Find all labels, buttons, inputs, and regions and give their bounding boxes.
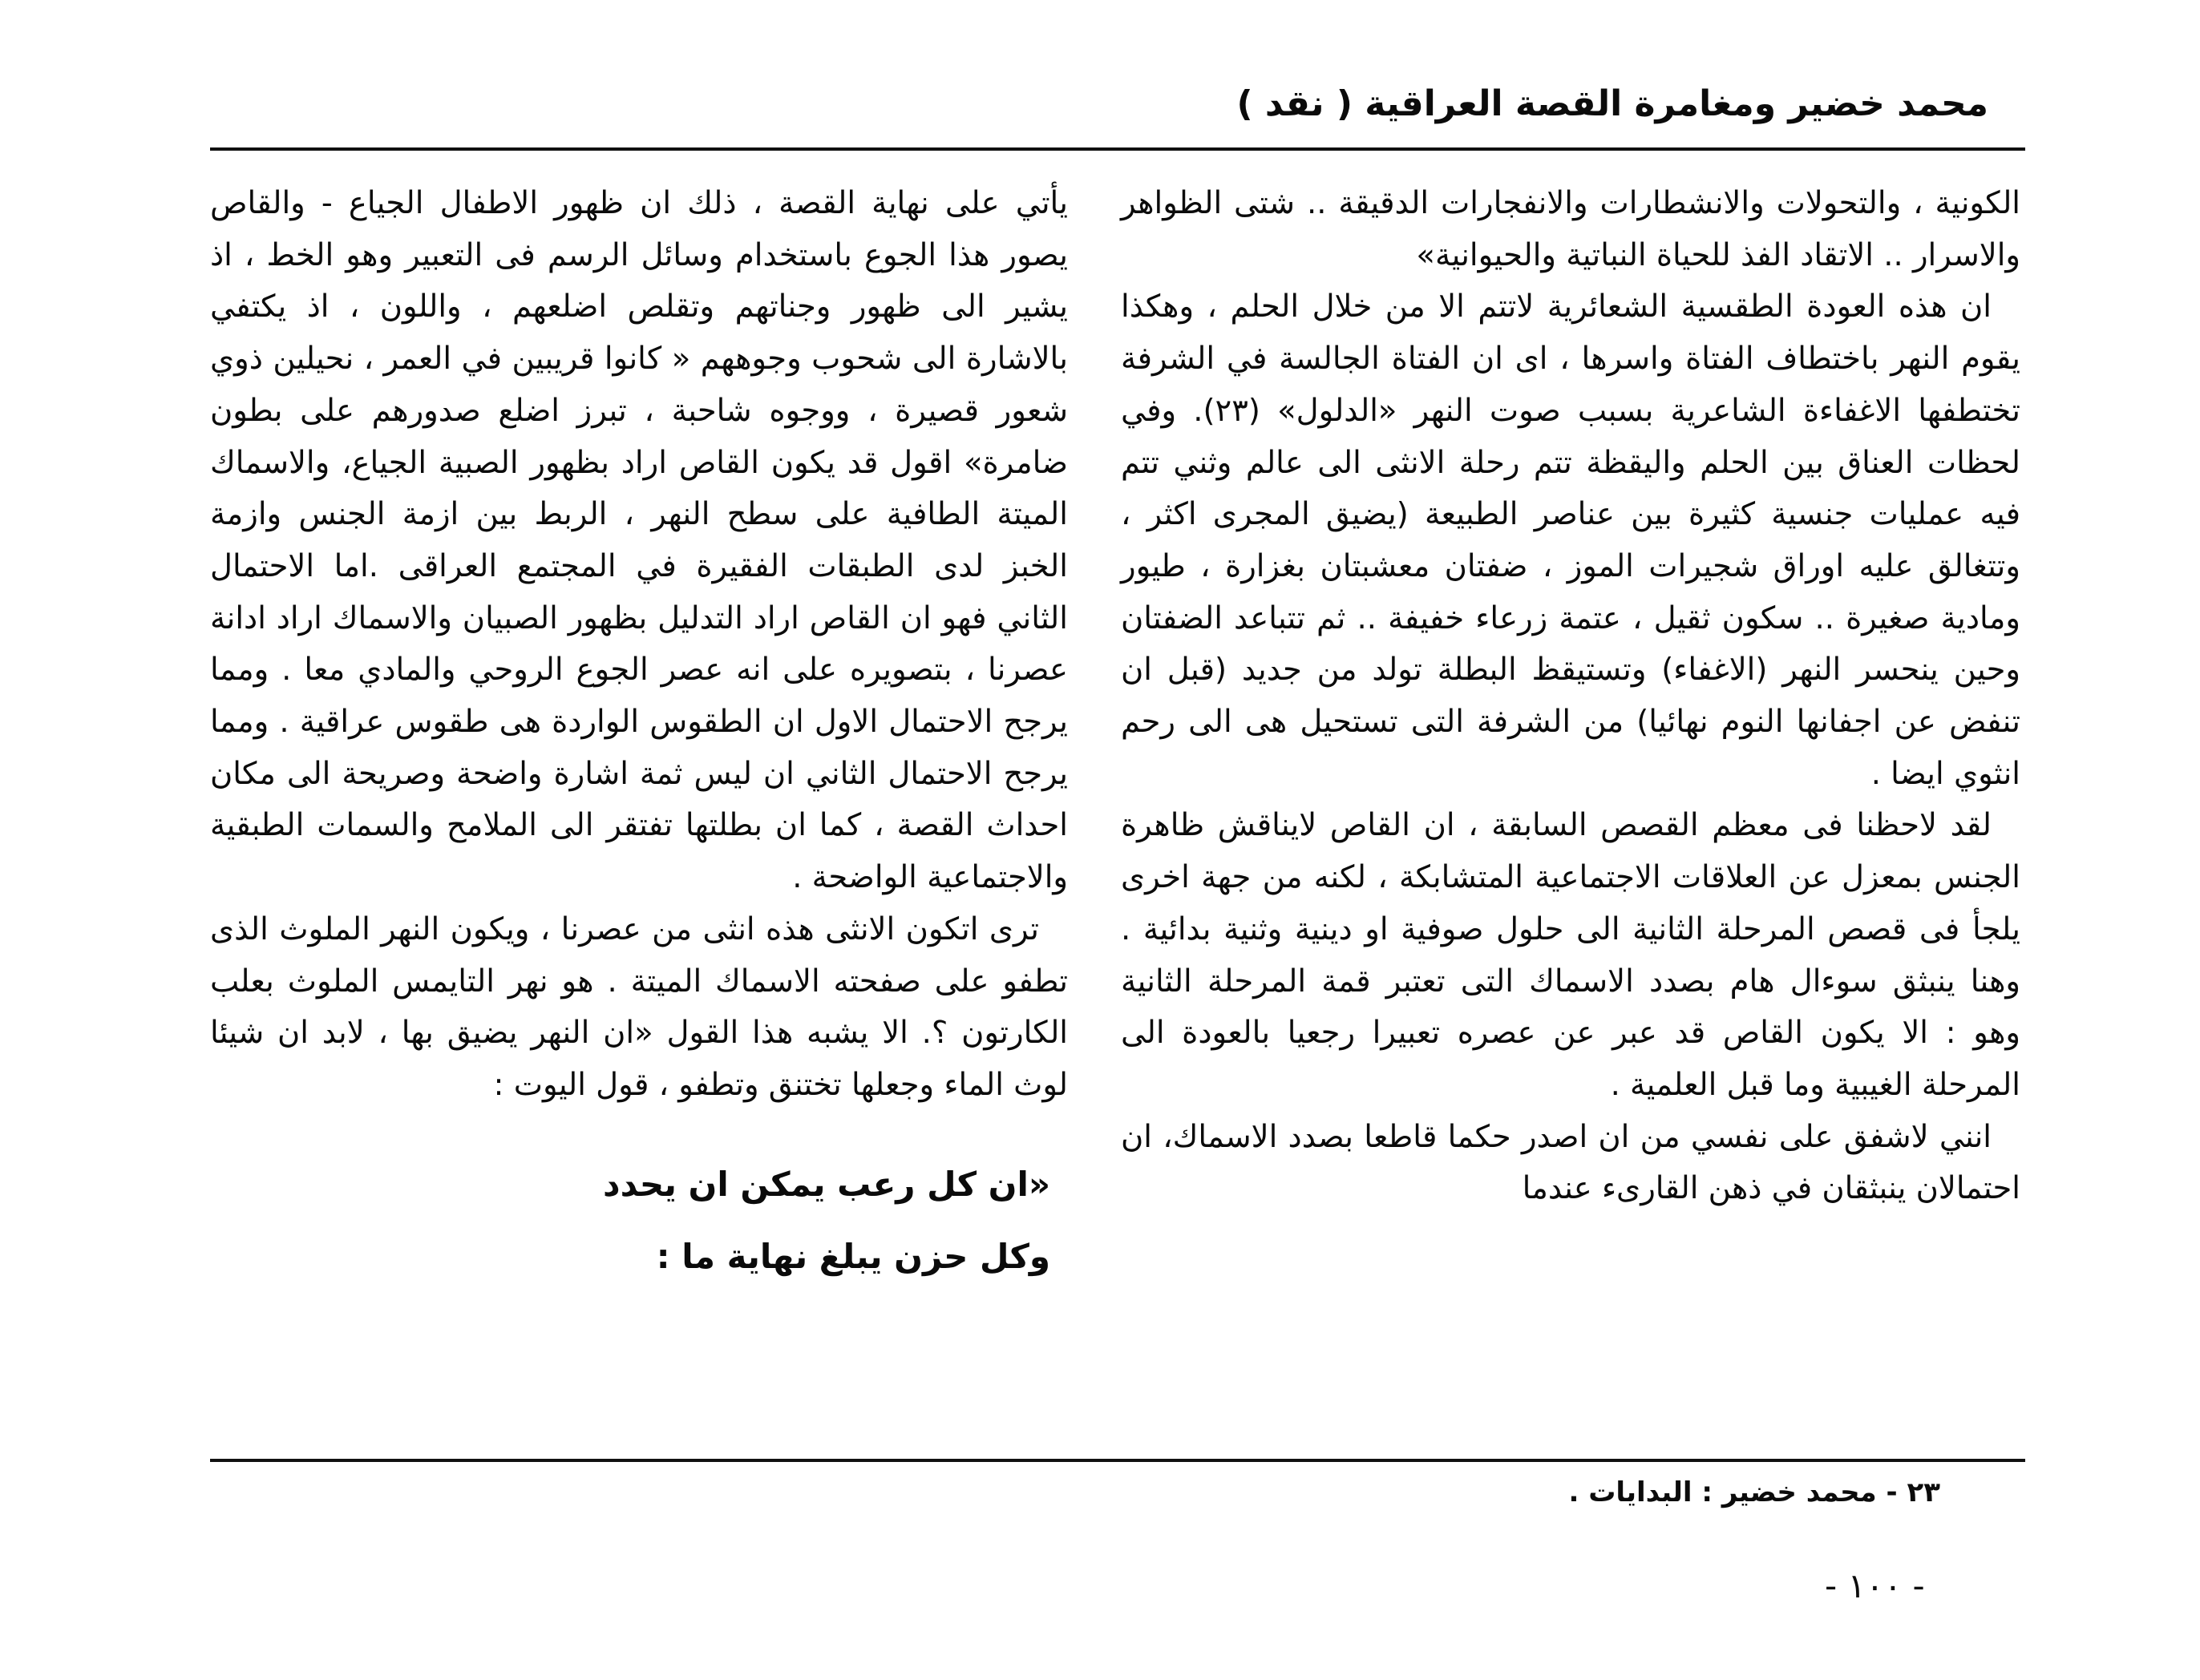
- paragraph: ترى اتكون الانثى هذه انثى من عصرنا ، ويكون النهر الملوث الذى تطفو على صفحته الاسماك الميتة . هو نهر التايمس الملوث بعلب الكارتون ؟. الا يشبه هذا القول «ان النهر يضيق بها ، لابد ان شيئا لوث الماء وجعلها تختنق وتطفو ، قول اليوت :: [210, 911, 1068, 1103]
- page-title: محمد خضير ومغامرة القصة العراقية ( نقد ): [1236, 83, 1988, 124]
- paragraph: انني لاشفق على نفسي من ان اصدر حكما قاطعا بصدد الاسماك، ان احتمالان ينبثقان في ذهن القارىء عندما: [1121, 1118, 2020, 1207]
- poem-line: «ان كل رعب يمكن ان يحدد: [603, 1164, 1050, 1204]
- footnote-divider: [210, 1459, 2025, 1462]
- paragraph: ان هذه العودة الطقسية الشعائرية لاتتم الا من خلال الحلم ، وهكذا يقوم النهر باختطاف الفتاة واسرها ، اى ان الفتاة الجالسة في الشرفة تختطفها الاغفاءة الشاعرية بسبب صوت النهر «الدلول» (٢٣). وفي لحظات العناق بين الحلم واليقظة تتم رحلة الانثى الى عالم وثني تتم فيه عمليات جنسية كثيرة بين عناصر الطبيعة (يضيق المجرى اكثر ، وتتغالق عليه اوراق شجيرات الموز ، ضفتان معشبتان بغزارة ، طيور ومادية صغيرة .. سكون ثقيل ، عتمة زرعاء خفيفة .. ثم تتباعد الضفتان وحين ينحسر النهر (الاغفاء) وتستيقظ البطلة تولد من جديد (قبل ان تنفض عن اجفانها النوم نهائيا) من الشرفة التى تستحيل هى الى رحم انثوي ايضا .: [1121, 289, 2020, 792]
- paragraph: لقد لاحظنا فى معظم القصص السابقة ، ان القاص لايناقش ظاهرة الجنس بمعزل عن العلاقات الاجتماعية المتشابكة ، لكنه من جهة اخرى يلجأ فى قصص المرحلة الثانية الى حلول صوفية او دينية وثنية بدائية . وهنا ينبثق سوءال هام بصدد الاسماك التى تعتبر قمة المرحلة الثانية وهو : الا يكون القاص قد عبر عن عصره تعبيرا رجعيا بالعودة الى المرحلة الغيبية وما قبل العلمية .: [1121, 807, 2020, 1103]
- text-column-right: [1121, 178, 2020, 1215]
- poem-line: وكل حزن يبلغ نهاية ما :: [656, 1236, 1050, 1276]
- paragraph: يأتي على نهاية القصة ، ذلك ان ظهور الاطفال الجياع - والقاص يصور هذا الجوع باستخدام وسائل الرسم فى التعبير وهو الخط ، اذ يشير الى ظهور وجناتهم وتقلص اضلعهم ، واللون ، اذ يكتفي بالاشارة الى شحوب وجوههم « كانوا قريبين في العمر ، نحيلين ذوي شعور قصيرة ، ووجوه شاحبة ، تبرز اضلع صدورهم على بطون ضامرة» اقول قد يكون القاص اراد بظهور الصبية الجياع، والاسماك الميتة الطافية على سطح النهر ، الربط بين ازمة الجنس وازمة الخبز لدى الطبقات الفقيرة في المجتمع العراقى .اما الاحتمال الثاني فهو ان القاص اراد التدليل بظهور الصبيان والاسماك اراد ادانة عصرنا ، بتصويره على انه عصر الجوع الروحي والمادي معا . ومما يرجح الاحتمال الاول ان الطقوس الواردة هى طقوس عراقية . ومما يرجح الاحتمال الثاني ان ليس ثمة اشارة واضحة وصريحة الى مكان احداث القصة ، كما ان بطلتها تفتقر الى الملامح والسمات الطبقية والاجتماعية الواضحة .: [210, 185, 1068, 896]
- header-divider: [210, 147, 2025, 151]
- page-number: - ١٠٠ -: [1825, 1566, 1925, 1605]
- poem-quote: [210, 1149, 1068, 1293]
- footnote: ٢٣ - محمد خضير : البدايات .: [1568, 1476, 1940, 1508]
- text-column-left: [210, 178, 1068, 1293]
- paragraph: الكونية ، والتحولات والانشطارات والانفجارات الدقيقة .. شتى الظواهر والاسرار .. الاتقاد الفذ للحياة النباتية والحيوانية»: [1121, 185, 2020, 273]
